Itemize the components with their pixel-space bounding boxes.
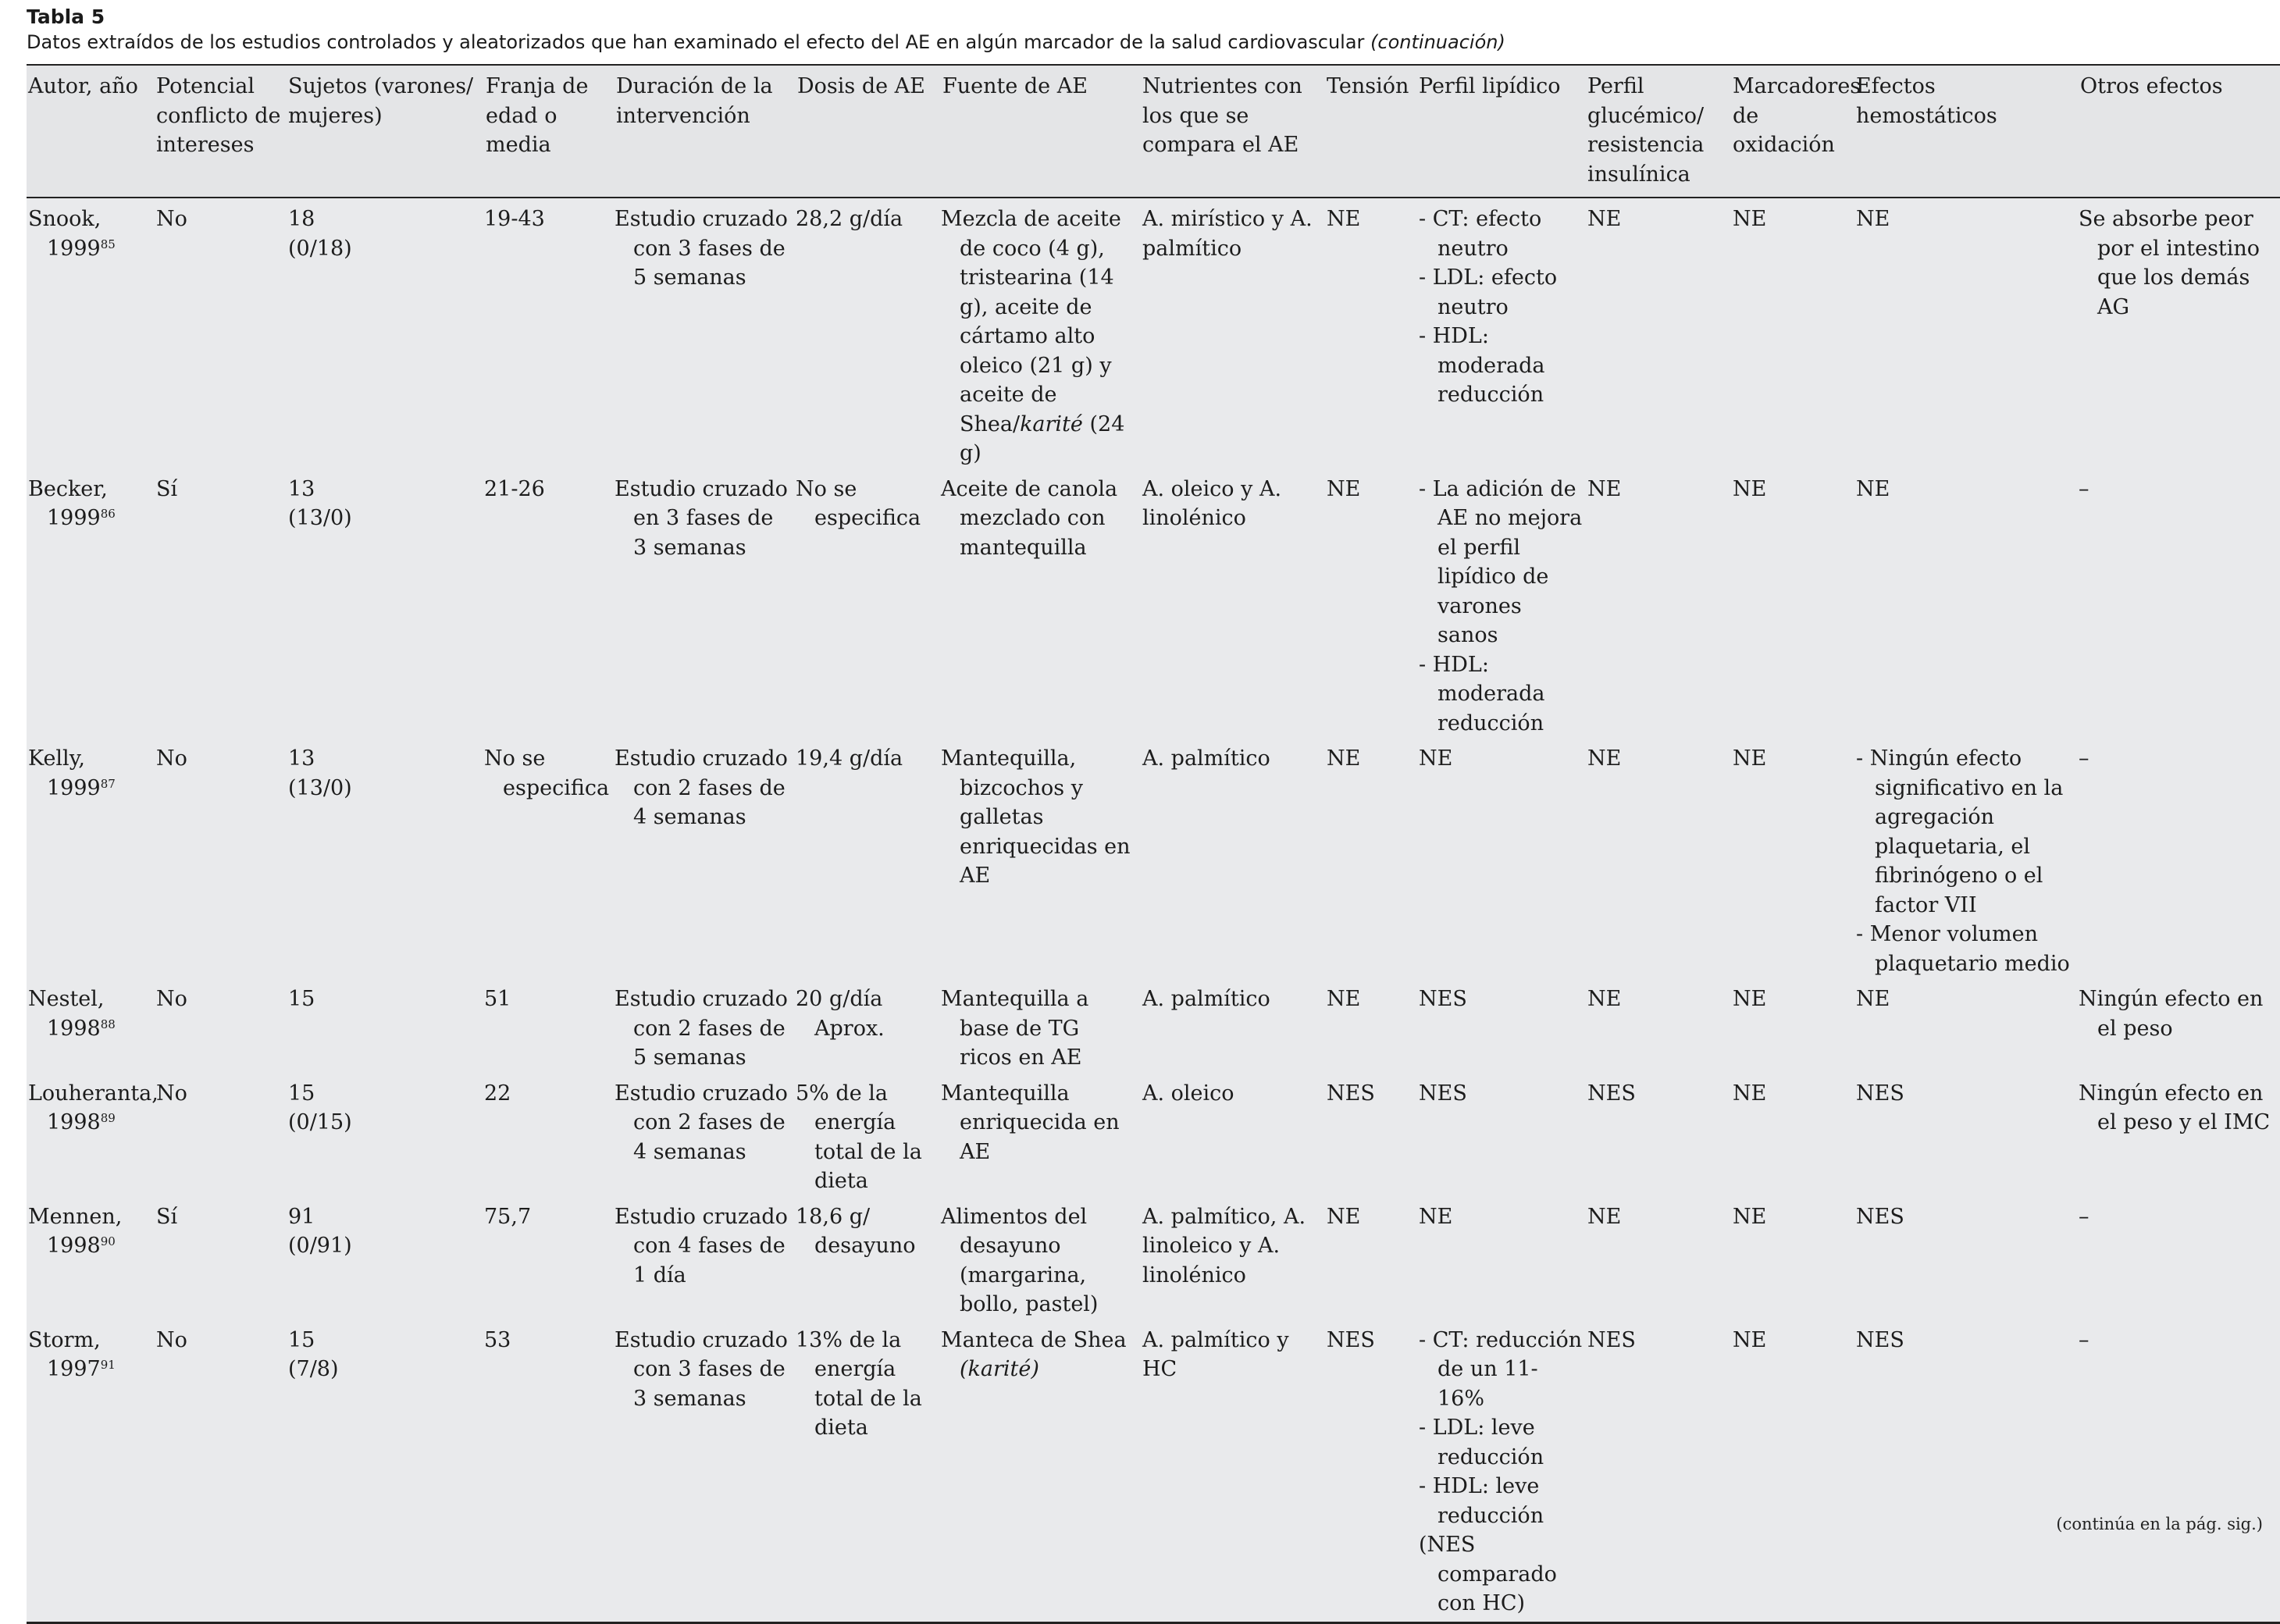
cell-other: – bbox=[2079, 1204, 2089, 1229]
cell-nutrients: A. palmítico, A. linoleico y A. linolénico bbox=[1142, 1204, 1306, 1287]
cell-tension: NES bbox=[1325, 1320, 1417, 1623]
lipid-item: - HDL: moderada reducción bbox=[1419, 652, 1545, 735]
hemostatic-list bbox=[1856, 985, 2075, 1014]
header-conflict: Potencial conflicto de intereses bbox=[155, 65, 287, 198]
cell-oxidation: NE bbox=[1733, 1204, 1767, 1229]
header-other: Otros efectos bbox=[2079, 65, 2280, 198]
lipid-list bbox=[1419, 205, 1583, 410]
hemostatic-list bbox=[1856, 1202, 2075, 1232]
cell-lipid bbox=[1417, 1196, 1586, 1320]
cell-oxidation: NE bbox=[1731, 1320, 1854, 1623]
author-reference: 87 bbox=[100, 776, 116, 791]
author-name: Kelly, bbox=[28, 746, 85, 771]
lipid-item: - LDL: efecto neutro bbox=[1419, 265, 1558, 319]
lipid-list bbox=[1419, 1079, 1583, 1109]
cell-conflict: No bbox=[156, 987, 187, 1011]
cell-lipid bbox=[1417, 738, 1586, 978]
cell-age: 22 bbox=[484, 1081, 511, 1106]
cell-source bbox=[941, 1073, 1141, 1196]
lipid-item: - La adición de AE no mejora el perfil lipídico de varones sanos bbox=[1419, 476, 1583, 647]
cell-lipid bbox=[1417, 1320, 1586, 1623]
cell-glycemic: NES bbox=[1587, 1081, 1636, 1106]
cell-subjects bbox=[287, 1196, 484, 1320]
author-name: Mennen, bbox=[28, 1204, 123, 1229]
author-reference: 91 bbox=[100, 1358, 116, 1372]
lipid-item: - CT: efecto neutro bbox=[1419, 207, 1542, 261]
cell-age: 19-43 bbox=[484, 207, 545, 231]
hemostatic-item: NE bbox=[1856, 476, 1890, 501]
author-year: 1998 bbox=[47, 1110, 101, 1134]
hemostatic-item: NE bbox=[1856, 207, 1890, 231]
subjects-split: (13/0) bbox=[288, 775, 352, 800]
source-text: Mantequilla, bizcochos y galletas enriquecidas en AE bbox=[941, 746, 1131, 888]
cell-oxidation: NE bbox=[1733, 987, 1767, 1011]
author-name: Snook, bbox=[28, 207, 102, 231]
cell-dose: No se especifica bbox=[796, 476, 921, 530]
cell-source bbox=[941, 1320, 1141, 1623]
lipid-item: NES bbox=[1419, 1081, 1467, 1106]
document-page bbox=[27, 5, 2280, 1624]
source-text: Mantequilla a base de TG ricos en AE bbox=[941, 987, 1089, 1070]
header-age: Franja de edad o media bbox=[484, 65, 615, 198]
cell-tension: NES bbox=[1327, 1081, 1375, 1106]
cell-author bbox=[27, 1320, 155, 1623]
lipid-item: - CT: reducción de un 11-16% bbox=[1419, 1327, 1583, 1411]
author-year: 1999 bbox=[47, 236, 101, 261]
cell-dose: 19,4 g/día bbox=[796, 746, 903, 771]
header-source: Fuente de AE bbox=[941, 65, 1141, 198]
cell-glycemic: NE bbox=[1587, 476, 1622, 501]
author-name: Nestel, bbox=[28, 987, 105, 1011]
header-duration: Duración de la intervención bbox=[615, 65, 796, 198]
cell-hemostatic bbox=[1854, 1073, 2079, 1196]
author-reference: 88 bbox=[100, 1017, 116, 1031]
table-caption bbox=[27, 30, 2280, 55]
author-year-line bbox=[28, 1355, 151, 1384]
source-text: Mantequilla enriquecida en AE bbox=[941, 1081, 1120, 1164]
cell-subjects bbox=[287, 468, 484, 739]
cell-lipid bbox=[1417, 198, 1586, 468]
hemostatic-item: NE bbox=[1856, 987, 1890, 1011]
cell-conflict: No bbox=[156, 207, 187, 231]
lipid-list bbox=[1419, 1202, 1583, 1232]
cell-duration: Estudio cruzado con 2 fases de 4 semanas bbox=[615, 1081, 788, 1164]
cell-other: – bbox=[2079, 1320, 2280, 1623]
lipid-item: NE bbox=[1419, 746, 1453, 771]
cell-conflict: No bbox=[156, 1081, 187, 1106]
subjects-count: 13 bbox=[288, 746, 315, 771]
cell-other: – bbox=[2079, 476, 2089, 501]
subjects-split: (0/91) bbox=[288, 1234, 352, 1258]
cell-duration: Estudio cruzado con 3 fases de 3 semanas bbox=[615, 1320, 796, 1623]
cell-dose: 5% de la energía total de la dieta bbox=[796, 1081, 922, 1193]
cell-other: Ningún efecto en el peso bbox=[2079, 987, 2264, 1041]
header-author: Autor, año bbox=[27, 65, 155, 198]
cell-subjects bbox=[287, 198, 484, 468]
cell-hemostatic bbox=[1854, 978, 2079, 1073]
lipid-item: - HDL: leve reducción bbox=[1419, 1474, 1544, 1528]
cell-tension: NE bbox=[1327, 987, 1361, 1011]
author-year-line bbox=[28, 774, 151, 803]
cell-hemostatic bbox=[1854, 738, 2079, 978]
header-subjects: Sujetos (varones/ mujeres) bbox=[287, 65, 484, 198]
cell-tension: NE bbox=[1327, 746, 1361, 771]
hemostatic-item: NES bbox=[1856, 1327, 1904, 1352]
cell-hemostatic bbox=[1854, 468, 2079, 739]
cell-duration: Estudio cruzado con 3 fases de 5 semanas bbox=[615, 207, 788, 290]
table-row bbox=[27, 1320, 2280, 1623]
cell-tension: NE bbox=[1327, 476, 1361, 501]
hemostatic-item: - Ningún efecto significativo en la agregación plaquetaria, el fibrinógeno o el factor VII bbox=[1856, 746, 2064, 917]
cell-nutrients: A. palmítico y HC bbox=[1141, 1320, 1325, 1623]
lipid-item: - HDL: moderada reducción bbox=[1419, 324, 1545, 407]
cell-glycemic: NE bbox=[1587, 1204, 1622, 1229]
cell-duration: Estudio cruzado con 2 fases de 4 semanas bbox=[615, 746, 788, 829]
subjects-split: (13/0) bbox=[288, 506, 352, 530]
subjects-split: (0/15) bbox=[288, 1110, 352, 1134]
cell-duration: Estudio cruzado en 3 fases de 3 semanas bbox=[615, 476, 788, 560]
subjects-count: 15 bbox=[288, 987, 315, 1011]
cell-other: Se absorbe peor por el intestino que los demás AG bbox=[2079, 207, 2260, 319]
cell-other: – bbox=[2079, 746, 2089, 771]
cell-nutrients: A. palmítico bbox=[1142, 987, 1270, 1011]
cell-source bbox=[941, 468, 1141, 739]
author-year-line bbox=[28, 504, 151, 533]
author-name: Louheranta, bbox=[28, 1081, 159, 1106]
author-name: Storm, bbox=[28, 1327, 101, 1352]
author-year: 1998 bbox=[47, 1016, 101, 1041]
cell-lipid bbox=[1417, 468, 1586, 739]
cell-dose: 20 g/día Aprox. bbox=[796, 987, 885, 1041]
subjects-count: 15 bbox=[288, 1081, 315, 1106]
author-year-line bbox=[28, 234, 151, 264]
cell-conflict: No bbox=[156, 746, 187, 771]
lipid-item: (NES comparado con HC) bbox=[1419, 1533, 1557, 1615]
subjects-count: 91 bbox=[288, 1204, 315, 1229]
author-year: 1997 bbox=[47, 1357, 101, 1381]
cell-glycemic: NE bbox=[1587, 746, 1622, 771]
cell-age: No se especifica bbox=[484, 746, 610, 800]
table-row bbox=[27, 1196, 2280, 1320]
header-lipid: Perfil lipídico bbox=[1417, 65, 1586, 198]
hemostatic-list bbox=[1856, 205, 2075, 234]
table-row bbox=[27, 198, 2280, 468]
author-name: Becker, bbox=[28, 476, 108, 501]
cell-hemostatic bbox=[1854, 198, 2079, 468]
subjects-split: (7/8) bbox=[288, 1357, 339, 1381]
data-table bbox=[27, 64, 2280, 1624]
cell-nutrients: A. oleico y A. linolénico bbox=[1142, 476, 1282, 530]
author-year: 1999 bbox=[47, 506, 101, 530]
source-after: (24 g) bbox=[960, 411, 1125, 465]
continuation-note: (continúa en la pág. sig.) bbox=[2056, 1515, 2263, 1533]
table-row bbox=[27, 1073, 2280, 1196]
source-text: Mezcla de aceite de coco (4 g), tristearina (14 g), aceite de cártamo alto oleico (21 g) y aceite de Shea/ bbox=[941, 207, 1121, 436]
author-reference: 89 bbox=[100, 1111, 116, 1125]
cell-source bbox=[941, 198, 1141, 468]
hemostatic-item: - Menor volumen plaquetario medio bbox=[1856, 922, 2070, 976]
source-text: Aceite de canola mezclado con mantequilla bbox=[941, 476, 1118, 560]
header-nutrients: Nutrientes con los que se compara el AE bbox=[1141, 65, 1325, 198]
author-year-line bbox=[28, 1231, 151, 1261]
cell-source bbox=[941, 978, 1141, 1073]
cell-source bbox=[941, 738, 1141, 978]
cell-subjects bbox=[287, 1320, 484, 1623]
author-reference: 85 bbox=[100, 237, 116, 251]
cell-glycemic: NE bbox=[1587, 207, 1622, 231]
cell-author bbox=[27, 1073, 159, 1196]
hemostatic-list bbox=[1856, 744, 2075, 978]
cell-lipid bbox=[1417, 1073, 1586, 1196]
subjects-count: 18 bbox=[288, 207, 315, 231]
cell-author bbox=[27, 738, 155, 978]
source-text: Manteca de Shea bbox=[941, 1327, 1127, 1352]
source-italic: karité bbox=[1020, 411, 1083, 436]
table-row bbox=[27, 468, 2280, 739]
cell-dose: 13% de la energía total de la dieta bbox=[796, 1320, 941, 1623]
hemostatic-item: NES bbox=[1856, 1204, 1904, 1229]
cell-duration: Estudio cruzado con 2 fases de 5 semanas bbox=[615, 987, 788, 1070]
cell-author bbox=[27, 468, 155, 739]
cell-oxidation: NE bbox=[1733, 1081, 1767, 1106]
hemostatic-list bbox=[1856, 475, 2075, 504]
cell-oxidation: NE bbox=[1733, 207, 1767, 231]
lipid-item: NES bbox=[1419, 987, 1467, 1011]
subjects-count: 13 bbox=[288, 476, 315, 501]
cell-age: 53 bbox=[484, 1320, 615, 1623]
cell-conflict: Sí bbox=[156, 476, 178, 501]
cell-hemostatic bbox=[1854, 1196, 2079, 1320]
cell-subjects bbox=[287, 738, 484, 978]
cell-oxidation: NE bbox=[1733, 746, 1767, 771]
cell-hemostatic bbox=[1854, 1320, 2079, 1623]
cell-oxidation: NE bbox=[1733, 476, 1767, 501]
cell-tension: NE bbox=[1327, 207, 1361, 231]
cell-author bbox=[27, 198, 155, 468]
cell-lipid bbox=[1417, 978, 1586, 1073]
cell-glycemic: NES bbox=[1586, 1320, 1731, 1623]
lipid-item: - LDL: leve reducción bbox=[1419, 1416, 1544, 1469]
cell-nutrients: A. oleico bbox=[1142, 1081, 1234, 1106]
header-hemostatic: Efectos hemostáticos bbox=[1854, 65, 2079, 198]
header-tension: Tensión bbox=[1325, 65, 1417, 198]
cell-dose: 18,6 g/ desayuno bbox=[796, 1204, 916, 1258]
hemostatic-list bbox=[1856, 1326, 2075, 1355]
lipid-list bbox=[1419, 744, 1583, 774]
table-row bbox=[27, 738, 2280, 978]
cell-other: Ningún efecto en el peso y el IMC bbox=[2079, 1081, 2271, 1134]
author-year-line bbox=[28, 1108, 151, 1138]
lipid-item: NE bbox=[1419, 1204, 1453, 1229]
lipid-list bbox=[1419, 1326, 1583, 1619]
cell-author bbox=[27, 978, 155, 1073]
caption-text: Datos extraídos de los estudios controlados y aleatorizados que han examinado el efecto del AE en algún marcador de la salud cardiovascular bbox=[27, 31, 1365, 53]
cell-age: 75,7 bbox=[484, 1204, 532, 1229]
cell-age: 21-26 bbox=[484, 476, 545, 501]
header-oxidation: Marcadores de oxidación bbox=[1731, 65, 1854, 198]
author-year: 1999 bbox=[47, 775, 101, 800]
cell-conflict: Sí bbox=[156, 1204, 178, 1229]
cell-age: 51 bbox=[484, 987, 511, 1011]
header-glycemic: Perfil glucémico/ resistencia insulínica bbox=[1586, 65, 1731, 198]
author-year: 1998 bbox=[47, 1234, 101, 1258]
cell-tension: NE bbox=[1327, 1204, 1361, 1229]
cell-nutrients: A. palmítico bbox=[1142, 746, 1270, 771]
cell-subjects bbox=[287, 1073, 484, 1196]
header-row bbox=[27, 65, 2280, 198]
hemostatic-list bbox=[1856, 1079, 2075, 1109]
header-dose: Dosis de AE bbox=[796, 65, 941, 198]
caption-continuation: (continuación) bbox=[1370, 31, 1505, 53]
author-year-line bbox=[28, 1014, 151, 1044]
cell-nutrients: A. mirístico y A. palmítico bbox=[1142, 207, 1313, 261]
cell-glycemic: NE bbox=[1587, 987, 1622, 1011]
subjects-split: (0/18) bbox=[288, 236, 352, 261]
author-reference: 86 bbox=[100, 507, 116, 521]
cell-author bbox=[27, 1196, 155, 1320]
table-label: Tabla 5 bbox=[27, 5, 105, 28]
lipid-list bbox=[1419, 985, 1583, 1014]
hemostatic-item: NES bbox=[1856, 1081, 1904, 1106]
cell-subjects bbox=[287, 978, 484, 1073]
table-row bbox=[27, 978, 2280, 1073]
author-reference: 90 bbox=[100, 1234, 116, 1248]
cell-duration: Estudio cruzado con 4 fases de 1 día bbox=[615, 1204, 788, 1287]
source-text: Alimentos del desayuno (margarina, bollo, pastel) bbox=[941, 1204, 1099, 1316]
source-italic: (karité) bbox=[960, 1357, 1039, 1381]
cell-dose: 28,2 g/día bbox=[796, 207, 903, 231]
subjects-count: 15 bbox=[288, 1327, 315, 1352]
cell-source bbox=[941, 1196, 1141, 1320]
table-body bbox=[27, 198, 2280, 1622]
lipid-list bbox=[1419, 475, 1583, 739]
cell-conflict: No bbox=[155, 1320, 287, 1623]
